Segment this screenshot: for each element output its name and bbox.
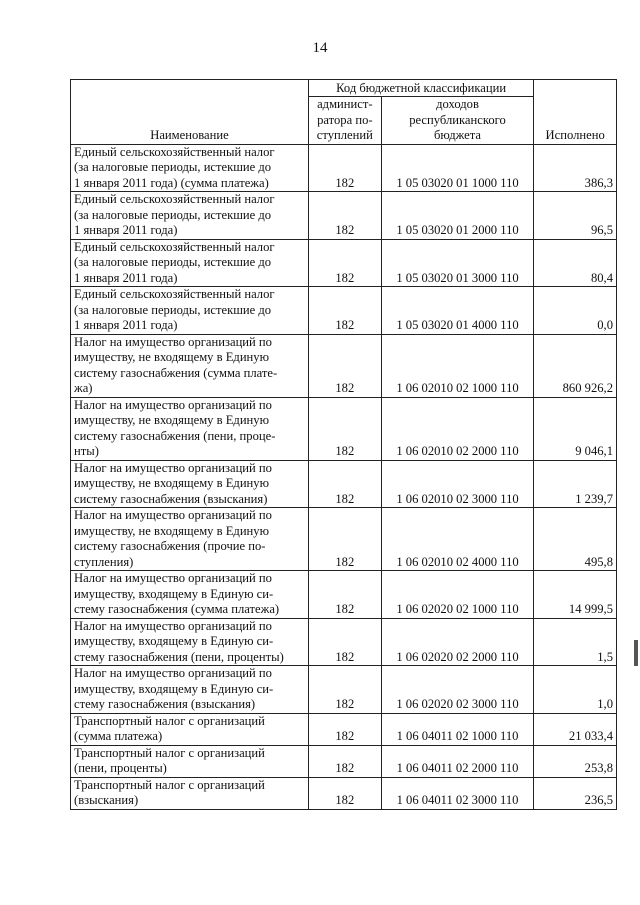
row-income-code: 1 06 04011 02 1000 110 (381, 713, 534, 745)
row-name: Единый сельскохозяйственный налог (за налоговые периоды, истекшие до 1 января 2011 года) (сумма платежа) (71, 144, 309, 192)
row-executed-amount: 9 046,1 (534, 397, 617, 460)
table-row (71, 239, 617, 287)
budget-table (70, 79, 617, 810)
row-name: Налог на имущество организаций по имуществу, не входящему в Единую систему газоснабжения (взыскания) (71, 460, 309, 508)
table-header (71, 80, 617, 145)
row-income-code: 1 06 04011 02 3000 110 (381, 777, 534, 809)
table-row (71, 192, 617, 240)
row-administrator-code: 182 (308, 777, 381, 809)
header-name: Наименование (71, 80, 309, 145)
row-income-code: 1 05 03020 01 3000 110 (381, 239, 534, 287)
row-executed-amount: 236,5 (534, 777, 617, 809)
table-row (71, 397, 617, 460)
table-row (71, 777, 617, 809)
row-income-code: 1 06 02010 02 1000 110 (381, 334, 534, 397)
table-row (71, 144, 617, 192)
table-row (71, 618, 617, 666)
row-name: Налог на имущество организаций по имуществу, входящему в Единую си- стему газоснабжения (сумма платежа) (71, 571, 309, 619)
row-administrator-code: 182 (308, 239, 381, 287)
row-executed-amount: 0,0 (534, 287, 617, 335)
row-income-code: 1 06 02020 02 1000 110 (381, 571, 534, 619)
table-row (71, 460, 617, 508)
row-name: Налог на имущество организаций по имуществу, входящему в Единую си- стему газоснабжения (взыскания) (71, 666, 309, 714)
row-executed-amount: 14 999,5 (534, 571, 617, 619)
row-income-code: 1 05 03020 01 4000 110 (381, 287, 534, 335)
row-name: Единый сельскохозяйственный налог (за налоговые периоды, истекшие до 1 января 2011 года) (71, 287, 309, 335)
table-row (71, 287, 617, 335)
page-number: 14 (312, 40, 328, 56)
scan-edge-mark (634, 640, 638, 666)
row-name: Единый сельскохозяйственный налог (за налоговые периоды, истекшие до 1 января 2011 года) (71, 239, 309, 287)
header-executed: Исполнено (534, 80, 617, 145)
row-income-code: 1 06 02010 02 3000 110 (381, 460, 534, 508)
row-income-code: 1 06 04011 02 2000 110 (381, 745, 534, 777)
row-administrator-code: 182 (308, 397, 381, 460)
row-income-code: 1 06 02020 02 3000 110 (381, 666, 534, 714)
table-row (71, 745, 617, 777)
row-income-code: 1 05 03020 01 1000 110 (381, 144, 534, 192)
row-administrator-code: 182 (308, 571, 381, 619)
row-executed-amount: 80,4 (534, 239, 617, 287)
row-name: Транспортный налог с организаций (пени, проценты) (71, 745, 309, 777)
table-row (71, 334, 617, 397)
row-name: Налог на имущество организаций по имуществу, не входящему в Единую систему газоснабжения (пени, проце- нты) (71, 397, 309, 460)
row-administrator-code: 182 (308, 508, 381, 571)
row-executed-amount: 96,5 (534, 192, 617, 240)
row-administrator-code: 182 (308, 460, 381, 508)
row-executed-amount: 1,5 (534, 618, 617, 666)
row-income-code: 1 06 02020 02 2000 110 (381, 618, 534, 666)
row-executed-amount: 21 033,4 (534, 713, 617, 745)
row-administrator-code: 182 (308, 618, 381, 666)
header-income: доходов республиканского бюджета (381, 97, 534, 145)
header-row-top (71, 80, 617, 97)
row-executed-amount: 495,8 (534, 508, 617, 571)
header-administrator: админист- ратора по- ступлений (308, 97, 381, 145)
table-row (71, 508, 617, 571)
row-administrator-code: 182 (308, 287, 381, 335)
row-administrator-code: 182 (308, 192, 381, 240)
table-row (71, 713, 617, 745)
row-name: Единый сельскохозяйственный налог (за налоговые периоды, истекшие до 1 января 2011 года) (71, 192, 309, 240)
row-name: Налог на имущество организаций по имуществу, не входящему в Единую систему газоснабжения (сумма плате- жа) (71, 334, 309, 397)
row-executed-amount: 1,0 (534, 666, 617, 714)
row-administrator-code: 182 (308, 713, 381, 745)
row-executed-amount: 860 926,2 (534, 334, 617, 397)
row-administrator-code: 182 (308, 745, 381, 777)
row-administrator-code: 182 (308, 144, 381, 192)
row-administrator-code: 182 (308, 334, 381, 397)
row-income-code: 1 05 03020 01 2000 110 (381, 192, 534, 240)
table-row (71, 571, 617, 619)
row-name: Налог на имущество организаций по имуществу, входящему в Единую си- стему газоснабжения (пени, проценты) (71, 618, 309, 666)
row-name: Транспортный налог с организаций (взыскания) (71, 777, 309, 809)
row-executed-amount: 1 239,7 (534, 460, 617, 508)
row-income-code: 1 06 02010 02 4000 110 (381, 508, 534, 571)
row-name: Транспортный налог с организаций (сумма платежа) (71, 713, 309, 745)
header-budget-code-group: Код бюджетной классификации (308, 80, 533, 97)
row-income-code: 1 06 02010 02 2000 110 (381, 397, 534, 460)
row-name: Налог на имущество организаций по имуществу, не входящему в Единую систему газоснабжения (прочие по- ступления) (71, 508, 309, 571)
row-executed-amount: 253,8 (534, 745, 617, 777)
table-row (71, 666, 617, 714)
row-administrator-code: 182 (308, 666, 381, 714)
table-body (71, 144, 617, 809)
row-executed-amount: 386,3 (534, 144, 617, 192)
